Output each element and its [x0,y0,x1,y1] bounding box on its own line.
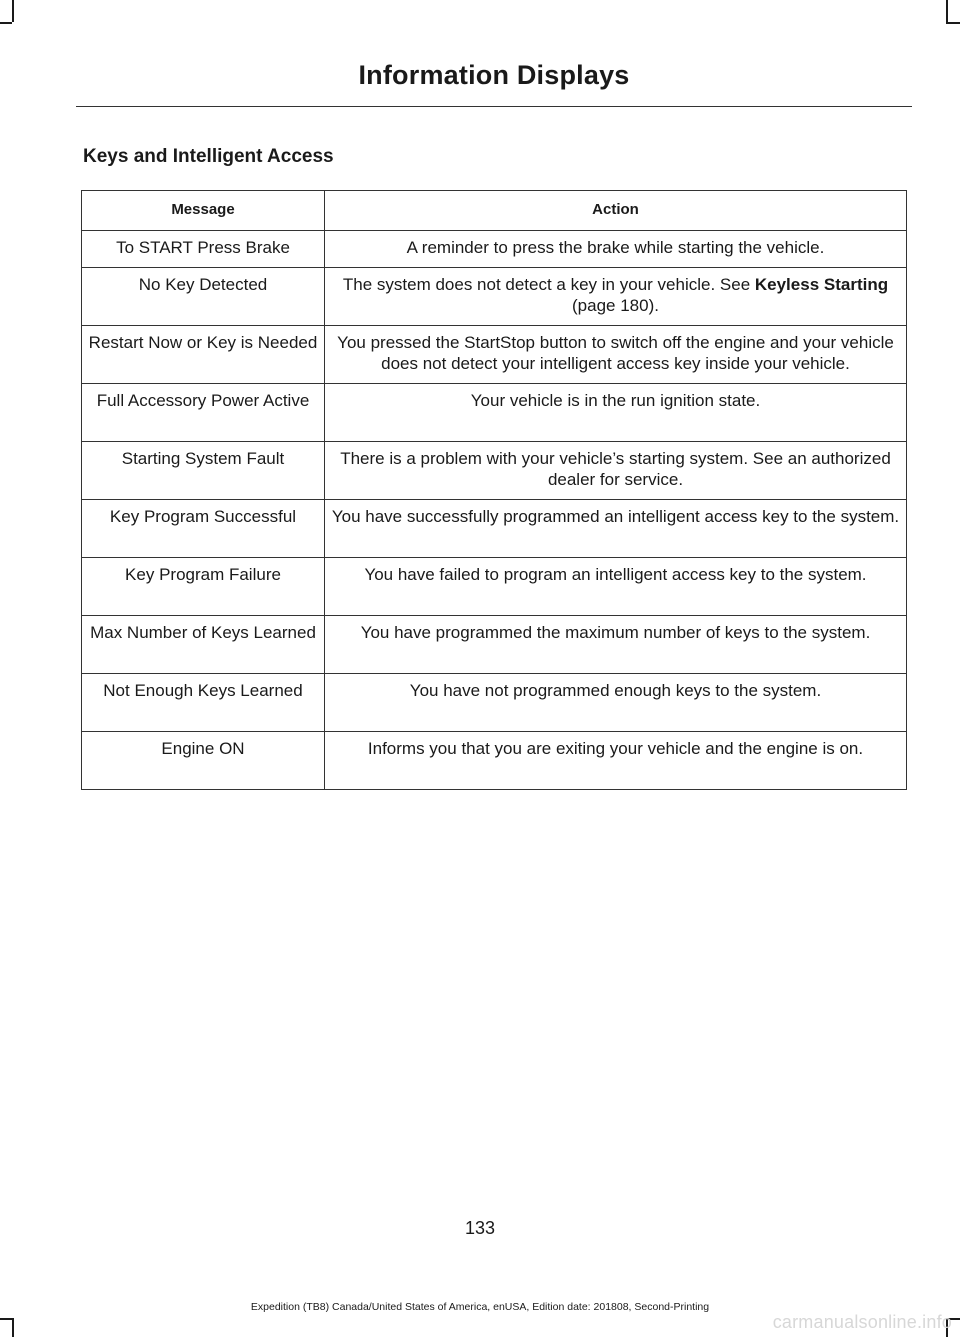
message-cell: No Key Detected [82,268,325,326]
column-header-message: Message [82,191,325,231]
action-cell: A reminder to press the brake while starting the vehicle. [325,231,907,268]
table-row [82,326,907,384]
crop-mark [12,1318,14,1337]
table-row [82,268,907,326]
section-heading: Keys and Intelligent Access [83,146,334,167]
watermark: carmanualsonline.info [772,1312,952,1332]
message-cell: Full Accessory Power Active [82,384,325,442]
table-header-row [82,191,907,231]
action-text: The system does not detect a key in your vehicle. See [342,275,755,294]
table-row [82,558,907,616]
action-cell: You have failed to program an intelligent access key to the system. [325,558,907,616]
table-row [82,732,907,790]
crop-mark [946,0,948,22]
action-cell: You have programmed the maximum number of keys to the system. [325,616,907,674]
action-cell: You have not programmed enough keys to the system. [325,674,907,732]
table-row [82,384,907,442]
action-cell: You pressed the StartStop button to switch off the engine and your vehicle does not detect your intelligent access key inside your vehicle. [325,326,907,384]
crop-mark [946,22,960,24]
page-reference: (page 180). [572,296,659,315]
messages-table [81,190,907,790]
table-row [82,500,907,558]
table-row [82,616,907,674]
crop-mark [12,0,14,22]
edition-footer: Expedition (TB8) Canada/United States of America, enUSA, Edition date: 201808, Second-Printing [250,1301,710,1313]
page-header [76,58,912,107]
crop-mark [0,1318,12,1320]
crop-mark [0,22,12,24]
message-cell: To START Press Brake [82,231,325,268]
section-title: Information Displays [358,60,630,90]
column-header-action: Action [325,191,907,231]
message-cell: Key Program Successful [82,500,325,558]
table-row [82,674,907,732]
message-cell: Not Enough Keys Learned [82,674,325,732]
message-cell: Key Program Failure [82,558,325,616]
message-cell: Max Number of Keys Learned [82,616,325,674]
action-cell: Your vehicle is in the run ignition state. [325,384,907,442]
action-cell: There is a problem with your vehicle’s starting system. See an authorized dealer for service. [325,442,907,500]
message-cell: Starting System Fault [82,442,325,500]
page-number: 133 [464,1218,496,1238]
action-cell: Informs you that you are exiting your vehicle and the engine is on. [325,732,907,790]
table-row [82,231,907,268]
keyless-starting-link[interactable]: Keyless Starting [754,275,889,294]
action-cell: You have successfully programmed an intelligent access key to the system. [325,500,907,558]
message-cell: Engine ON [82,732,325,790]
table-row [82,442,907,500]
message-cell: Restart Now or Key is Needed [82,326,325,384]
action-cell [325,268,907,326]
